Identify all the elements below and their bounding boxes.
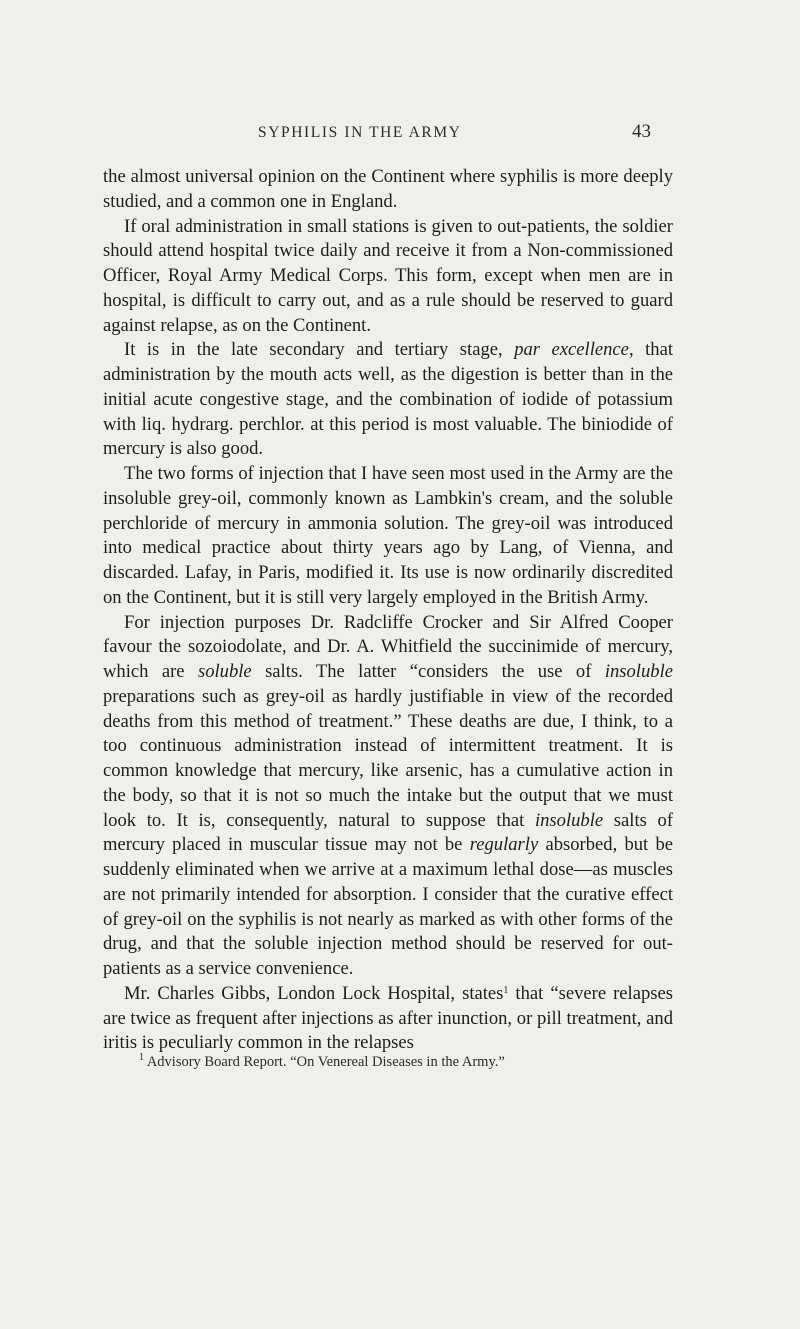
body-text: [103, 165, 673, 1056]
italic-insoluble-2: insoluble: [534, 809, 604, 831]
paragraph-3: [103, 338, 673, 462]
paragraph-3-text-b: , that administration by the mouth acts well, as the digestion is better than in the initial acute congestive stage, and the combination of iodide of potassium with liq. hydrarg. perchlor. at this period is most valuable. The biniodide of mercury is also good.: [103, 339, 673, 460]
paragraph-5: [103, 611, 673, 982]
paragraph-3-text-a: It is in the late secondary and tertiary stage,: [124, 339, 515, 361]
italic-soluble: soluble: [197, 661, 252, 682]
paragraph-5-text-b: salts. The latter “considers the use of: [251, 661, 605, 682]
paragraph-5-text-e: absorbed, but be suddenly eliminated when we arrive at a maximum lethal dose—as muscles are not primarily intended for absorption. I consider that the curative effect of grey-oil on the syphilis is not nearly as marked as with other forms of the drug, and that the soluble injection method should be reserved for out-patients as a service convenience.: [103, 834, 673, 979]
paragraph-6-text-a: Mr. Charles Gibbs, London Lock Hospital, states: [124, 982, 504, 1004]
paragraph-6-text-b: that “severe relapses are twice as frequent after injections as after inunction, or pill treatment, and iritis is peculiarly common in the relapses: [103, 982, 673, 1054]
page-number: 43: [632, 121, 651, 142]
footnote-text: Advisory Board Report. “On Venereal Diseases in the Army.”: [144, 1054, 505, 1070]
paragraph-5-text-d: salts of mercury placed in muscular tissue may not be: [103, 809, 674, 856]
footnote-marker: 1: [139, 1052, 144, 1063]
paragraph-5-text-c: preparations such as grey-oil as hardly justifiable in view of the recorded deaths from this method of treatment.” These deaths are due, I think, to a too continuous administration instead of intermittent treatment. It is common knowledge that mercury, like arsenic, has a cumulative action in the body, so that it is not so much the intake but the output that we must look to. It is, consequently, natural to suppose that: [103, 685, 673, 831]
italic-insoluble-1: insoluble: [604, 661, 673, 682]
paragraph-4: The two forms of injection that I have seen most used in the Army are the insoluble grey-oil, commonly known as Lambkin's cream, and the soluble perchloride of mercury in ammonia solution. The grey-oil was introduced into medical practice about thirty years ago by Lang, of Vienna, and discarded. Lafay, in Paris, modified it. Its use is now ordinarily discredited on the Continent, but it is still very largely employed in the British Army.: [103, 463, 673, 608]
paragraph-2: If oral administration in small stations is given to out-patients, the soldier should attend hospital twice daily and receive it from a Non-commissioned Officer, Royal Army Medical Corps. This form, except when men are in hospital, is difficult to carry out, and as a rule should be reserved to guard against relapse, as on the Continent.: [103, 215, 673, 336]
italic-par-excellence: par excellence: [514, 339, 629, 361]
footnote-reference: 1: [503, 984, 509, 996]
paragraph-5-text-a: For injection purposes Dr. Radcliffe Crocker and Sir Alfred Cooper favour the sozoiodolate, and Dr. A. Whitfield the succinimide of mercury, which are: [103, 611, 673, 682]
paragraph-6: [103, 982, 673, 1056]
paragraph-1: the almost universal opinion on the Continent where syphilis is more deeply studied, and a common one in England.: [103, 166, 673, 212]
footnote: [139, 1053, 679, 1071]
page-header: [0, 121, 800, 148]
running-head: SYPHILIS IN THE ARMY: [258, 124, 462, 141]
italic-regularly: regularly: [469, 834, 539, 856]
